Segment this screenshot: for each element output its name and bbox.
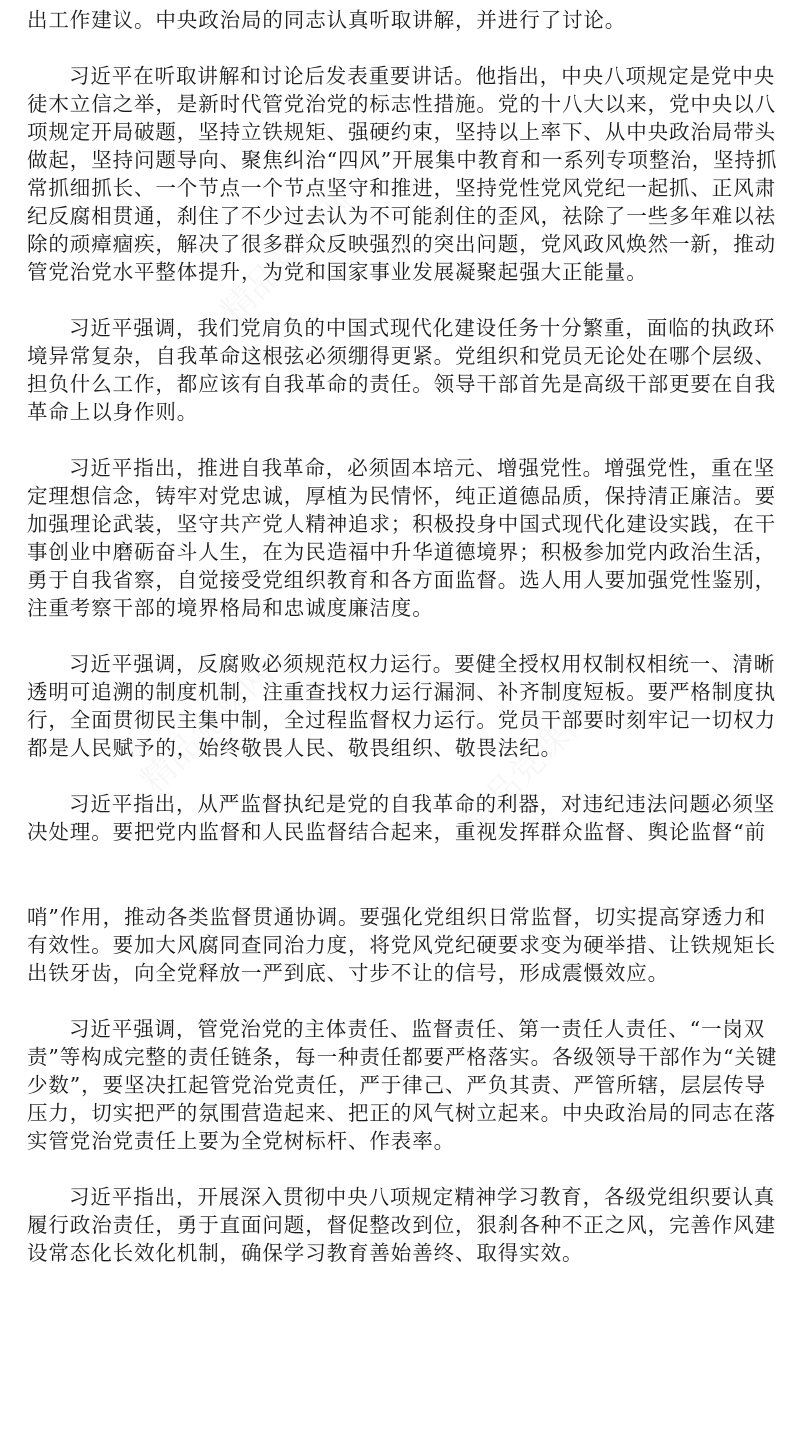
- text-line: 习近平在听取讲解和讨论后发表重要讲话。他指出，中央八项规定是党中央: [69, 64, 776, 88]
- paragraph: [27, 650, 777, 762]
- document-body: [27, 6, 777, 1295]
- text-line: 常抓细抓长、一个节点一个节点坚守和推进，坚持党性党风党纪一起抓、正风肃: [27, 176, 776, 200]
- text-line: 习近平指出，从严监督执纪是党的自我革命的利器，对违纪违法问题必须坚: [69, 792, 776, 816]
- paragraph: [27, 62, 777, 286]
- text-line: 革命上以身作则。: [27, 400, 199, 424]
- text-line: 加强理论武装，坚守共产党人精神追求；积极投身中国式现代化建设实践，在干: [27, 512, 776, 536]
- text-line: 事创业中磨砺奋斗人生，在为民造福中升华道德境界；积极参加党内政治生活，: [27, 540, 776, 564]
- text-line: 实管党治党责任上要为全党树标杆、作表率。: [27, 1129, 455, 1153]
- text-line: 行，全面贯彻民主集中制，全过程监督权力运行。党员干部要时刻牢记一切权力: [27, 708, 776, 732]
- page-break: [27, 846, 777, 903]
- text-line: 习近平强调，反腐败必须规范权力运行。要健全授权用权制权相统一、清晰: [69, 652, 776, 676]
- text-line: 出铁牙齿，向全党释放一严到底、寸步不让的信号，形成震慑效应。: [27, 961, 669, 985]
- text-line: 除的顽瘴痼疾，解决了很多群众反映强烈的突出问题，党风政风焕然一新，推动: [27, 232, 776, 256]
- paragraph: [27, 1183, 777, 1267]
- text-line: 习近平指出，开展深入贯彻中央八项规定精神学习教育，各级党组织要认真: [69, 1185, 776, 1209]
- text-line: 设常态化长效化机制，确保学习教育善始善终、取得实效。: [27, 1241, 584, 1265]
- text-line: 压力，切实把严的氛围营造起来、把正的风气树立起来。中央政治局的同志在落: [27, 1101, 776, 1125]
- text-line: 都是人民赋予的，始终敬畏人民、敬畏组织、敬畏法纪。: [27, 736, 562, 760]
- text-line: 透明可追溯的制度机制，注重查找权力运行漏洞、补齐制度短板。要严格制度执: [27, 680, 776, 704]
- text-line: 履行政治责任，勇于直面问题，督促整改到位，狠刹各种不正之风，完善作风建: [27, 1213, 776, 1237]
- text-line: 纪反腐相贯通，刹住了不少过去认为不可能刹住的歪风，祛除了一些多年难以祛: [27, 204, 776, 228]
- text-line: 出工作建议。中央政治局的同志认真听取讲解，并进行了讨论。: [27, 8, 627, 32]
- text-line: 徒木立信之举，是新时代管党治党的标志性措施。党的十八大以来，党中央以八: [27, 92, 776, 116]
- text-line: 习近平强调，管党治党的主体责任、监督责任、第一责任人责任、“一岗双: [69, 1017, 766, 1041]
- text-line: 担负什么工作，都应该有自我革命的责任。领导干部首先是高级干部更要在自我: [27, 372, 776, 396]
- text-line: 注重考察干部的境界格局和忠诚度廉洁度。: [27, 596, 434, 620]
- paragraph: [27, 314, 777, 426]
- text-line: 习近平指出，推进自我革命，必须固本培元、增强党性。增强党性，重在坚: [69, 456, 776, 480]
- text-line: 管党治党水平整体提升，为党和国家事业发展凝聚起强大正能量。: [27, 260, 648, 284]
- text-line: 哨”作用，推动各类监督贯通协调。要强化党组织日常监督，切实提高穿透力和: [27, 905, 766, 929]
- text-line: 勇于自我省察，自觉接受党组织教育和各方面监督。选人用人要加强党性鉴别，: [27, 568, 776, 592]
- text-line: 做起，坚持问题导向、聚焦纠治“四风”开展集中教育和一系列专项整治，坚持抓: [27, 148, 778, 172]
- text-line: 项规定开局破题，坚持立铁规矩、强硬约束，坚持以上率下、从中央政治局带头: [27, 120, 776, 144]
- text-line: 少数”，要坚决扛起管党治党责任，严于律己、严负其责、严管所辖，层层传导: [27, 1073, 766, 1097]
- text-line: 境异常复杂，自我革命这根弦必须绷得更紧。党组织和党员无论处在哪个层级、: [27, 344, 776, 368]
- text-line: 定理想信念，铸牢对党忠诚，厚植为民情怀，纯正道德品质，保持清正廉洁。要: [27, 484, 776, 508]
- paragraph: [27, 1015, 777, 1155]
- paragraph: [27, 454, 777, 622]
- text-line: 决处理。要把党内监督和人民监督结合起来，重视发挥群众监督、舆论监督“前: [27, 820, 766, 844]
- text-line: 有效性。要加大风腐同查同治力度，将党风党纪硬要求变为硬举措、让铁规矩长: [27, 933, 776, 957]
- text-line: 习近平强调，我们党肩负的中国式现代化建设任务十分繁重，面临的执政环: [69, 316, 776, 340]
- text-line: 责”等构成完整的责任链条，每一种责任都要严格落实。各级领导干部作为“关键: [27, 1045, 778, 1069]
- paragraph: [27, 6, 777, 34]
- paragraph: [27, 790, 777, 987]
